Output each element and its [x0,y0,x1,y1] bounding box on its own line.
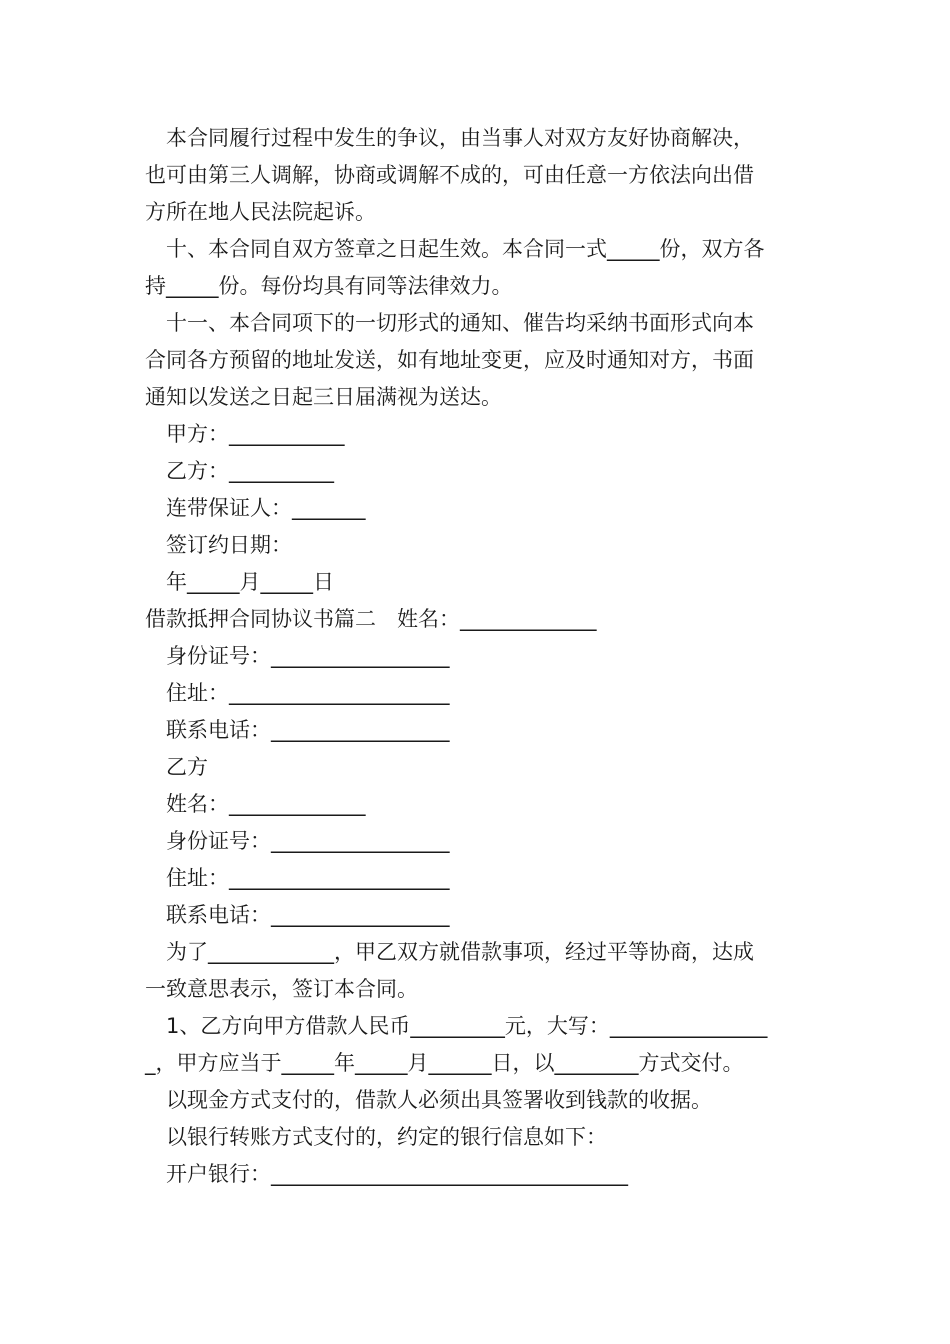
party-b-field: 乙方：__________ [145,459,334,483]
address-field: 住址：_____________________ [145,866,450,890]
text-line: 为了____________，甲乙双方就借款事项，经过平等协商，达成 [145,940,754,964]
sign-date-field: 年_____月_____日 [145,570,334,594]
id-number-field: 身份证号：_________________ [145,644,450,668]
guarantor-field: 连带保证人：_______ [145,496,366,520]
text-line: 持_____份。每份均具有同等法律效力。 [145,274,513,298]
bank-transfer-clause: 以银行转账方式支付的，约定的银行信息如下： [145,1125,607,1149]
loan-delivery-clause: _，甲方应当于_____年_____月______日，以________方式交付。 [145,1051,744,1075]
section-two-heading: 借款抵押合同协议书篇二 姓名：_____________ [145,607,597,631]
text-line: 也可由第三人调解，协商或调解不成的，可由任意一方依法向出借 [145,163,754,187]
text-line: 十一、本合同项下的一切形式的通知、催告均采纳书面形式向本 [145,311,754,335]
bank-name-field: 开户银行：__________________________________ [145,1162,628,1186]
id-number-field: 身份证号：_________________ [145,829,450,853]
contract-body [145,120,810,1193]
text-line: 通知以发送之日起三日届满视为送达。 [145,385,502,409]
phone-field: 联系电话：_________________ [145,718,450,742]
sign-date-label: 签订约日期： [145,533,292,557]
text-line: 方所在地人民法院起诉。 [145,200,376,224]
text-line: 合同各方预留的地址发送，如有地址变更，应及时通知对方，书面 [145,348,754,372]
text-line: 一致意思表示，签订本合同。 [145,977,418,1001]
cash-payment-clause: 以现金方式支付的，借款人必须出具签署收到钱款的收据。 [145,1088,712,1112]
text-line: 本合同履行过程中发生的争议，由当事人对双方友好协商解决， [145,126,754,150]
name-field: 姓名：_____________ [145,792,366,816]
party-a-field: 甲方：___________ [145,422,345,446]
phone-field: 联系电话：_________________ [145,903,450,927]
address-field: 住址：_____________________ [145,681,450,705]
loan-amount-clause: 1、乙方向甲方借款人民币_________元，大写：_______________ [145,1014,768,1038]
party-b-heading: 乙方 [145,755,208,779]
text-line: 十、本合同自双方签章之日起生效。本合同一式_____份，双方各 [145,237,765,261]
